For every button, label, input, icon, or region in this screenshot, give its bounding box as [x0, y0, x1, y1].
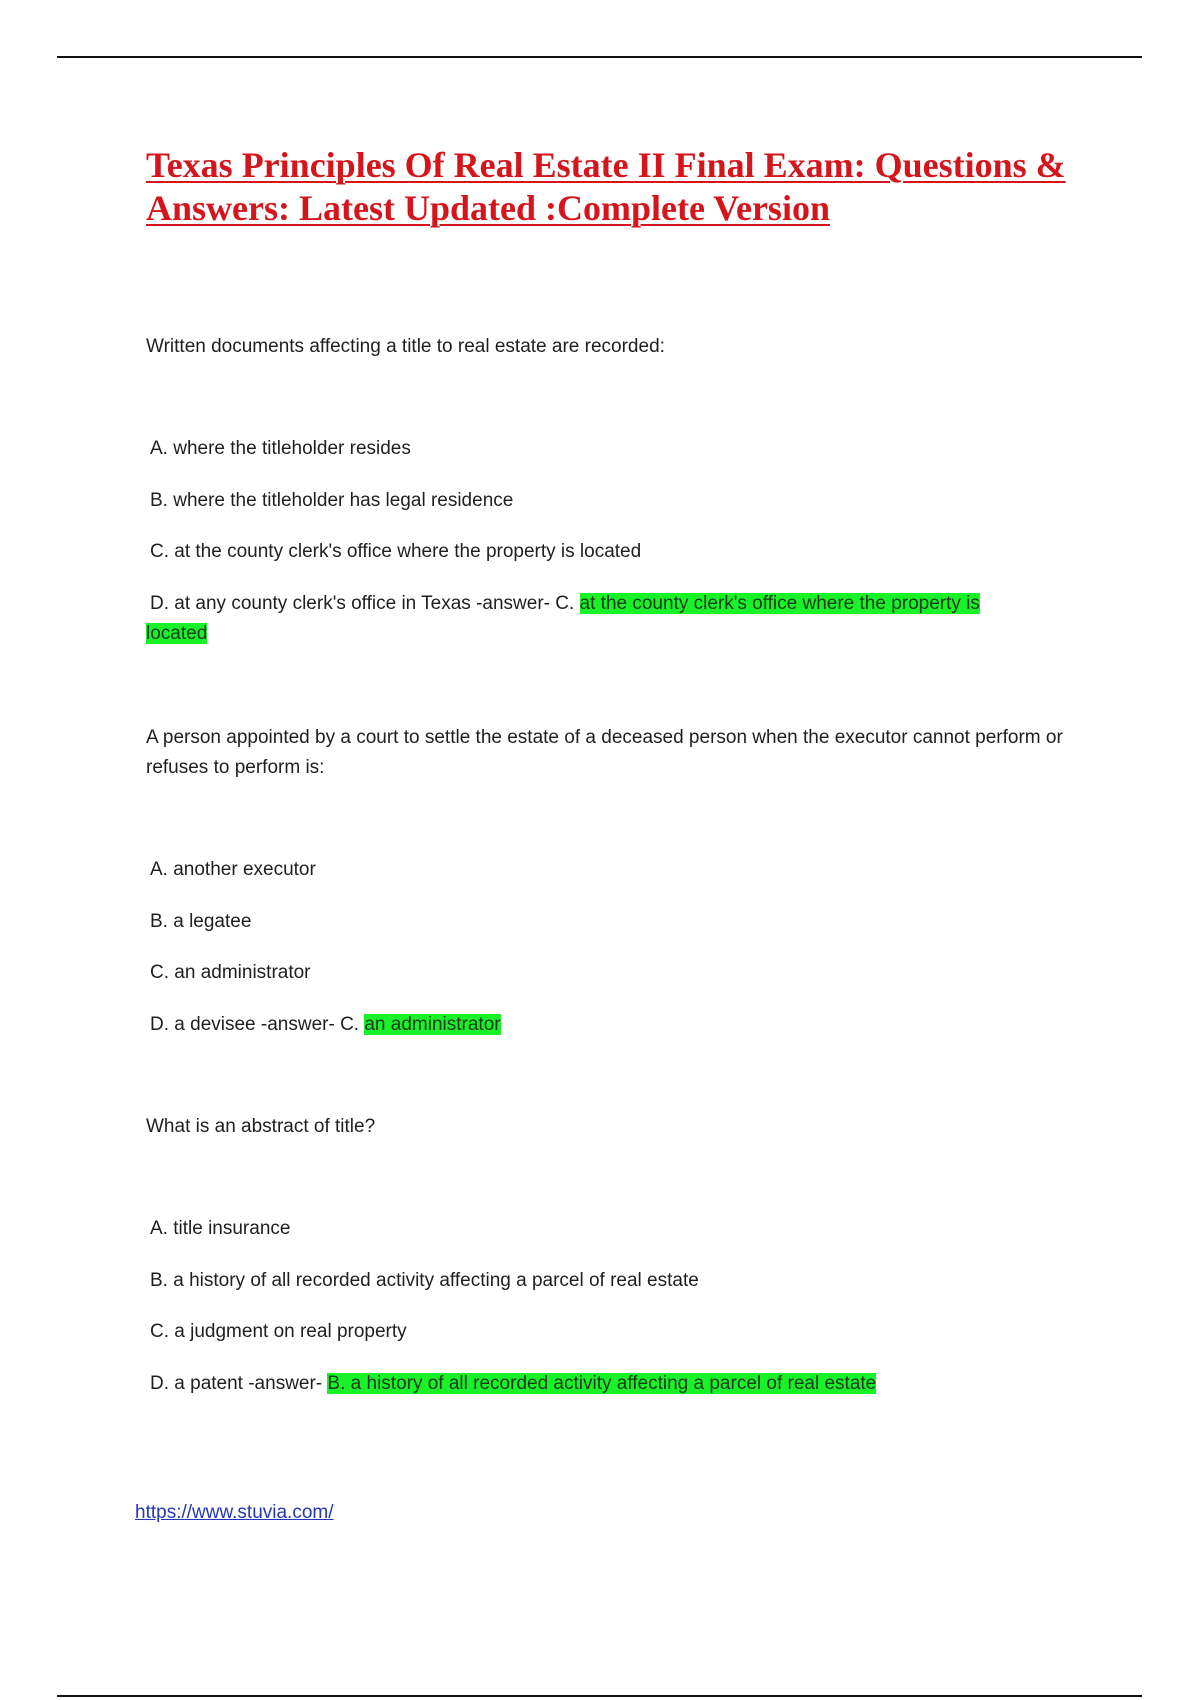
question-1-option-a: A. where the titleholder resides: [150, 438, 411, 459]
bottom-divider: [57, 1695, 1142, 1697]
question-3-option-d: [150, 1369, 1050, 1399]
question-3-answer-highlight: B. a history of all recorded activity affecting a parcel of real estate: [327, 1373, 877, 1394]
question-2-option-c: C. an administrator: [150, 962, 311, 983]
question-2-answer-highlight: an administrator: [364, 1014, 501, 1035]
question-2-option-a: A. another executor: [150, 859, 316, 880]
question-3-option-c: C. a judgment on real property: [150, 1321, 407, 1342]
top-divider: [57, 56, 1142, 58]
stuvia-footer-link[interactable]: https://www.stuvia.com/: [135, 1502, 334, 1523]
question-2-option-b: B. a legatee: [150, 911, 252, 932]
question-1-option-c: C. at the county clerk's office where the property is located: [150, 541, 642, 562]
question-1-answer-highlight: at the county clerk's office where the property is located: [146, 593, 980, 644]
question-2-text: A person appointed by a court to settle the estate of a deceased person when the executor cannot perform or refuses to perform is:: [146, 727, 1063, 778]
question-1-option-b: B. where the titleholder has legal residence: [150, 490, 514, 511]
question-1-option-d-text: D. at any county clerk's office in Texas -answer- C.: [150, 593, 580, 614]
question-3-text: What is an abstract of title?: [146, 1116, 376, 1137]
document-title: Texas Principles Of Real Estate II Final Exam: Questions & Answers: Latest Updated :Complete Version: [146, 145, 1066, 228]
question-1-text: Written documents affecting a title to real estate are recorded:: [146, 336, 665, 357]
question-2-option-d-text: D. a devisee -answer- C.: [150, 1014, 365, 1035]
question-3-option-b: B. a history of all recorded activity affecting a parcel of real estate: [150, 1270, 699, 1291]
question-3-option-a: A. title insurance: [150, 1218, 291, 1239]
question-2-option-d: [150, 1010, 1050, 1040]
question-1-option-d: [146, 589, 1046, 649]
question-3-option-d-text: D. a patent -answer-: [150, 1373, 328, 1394]
